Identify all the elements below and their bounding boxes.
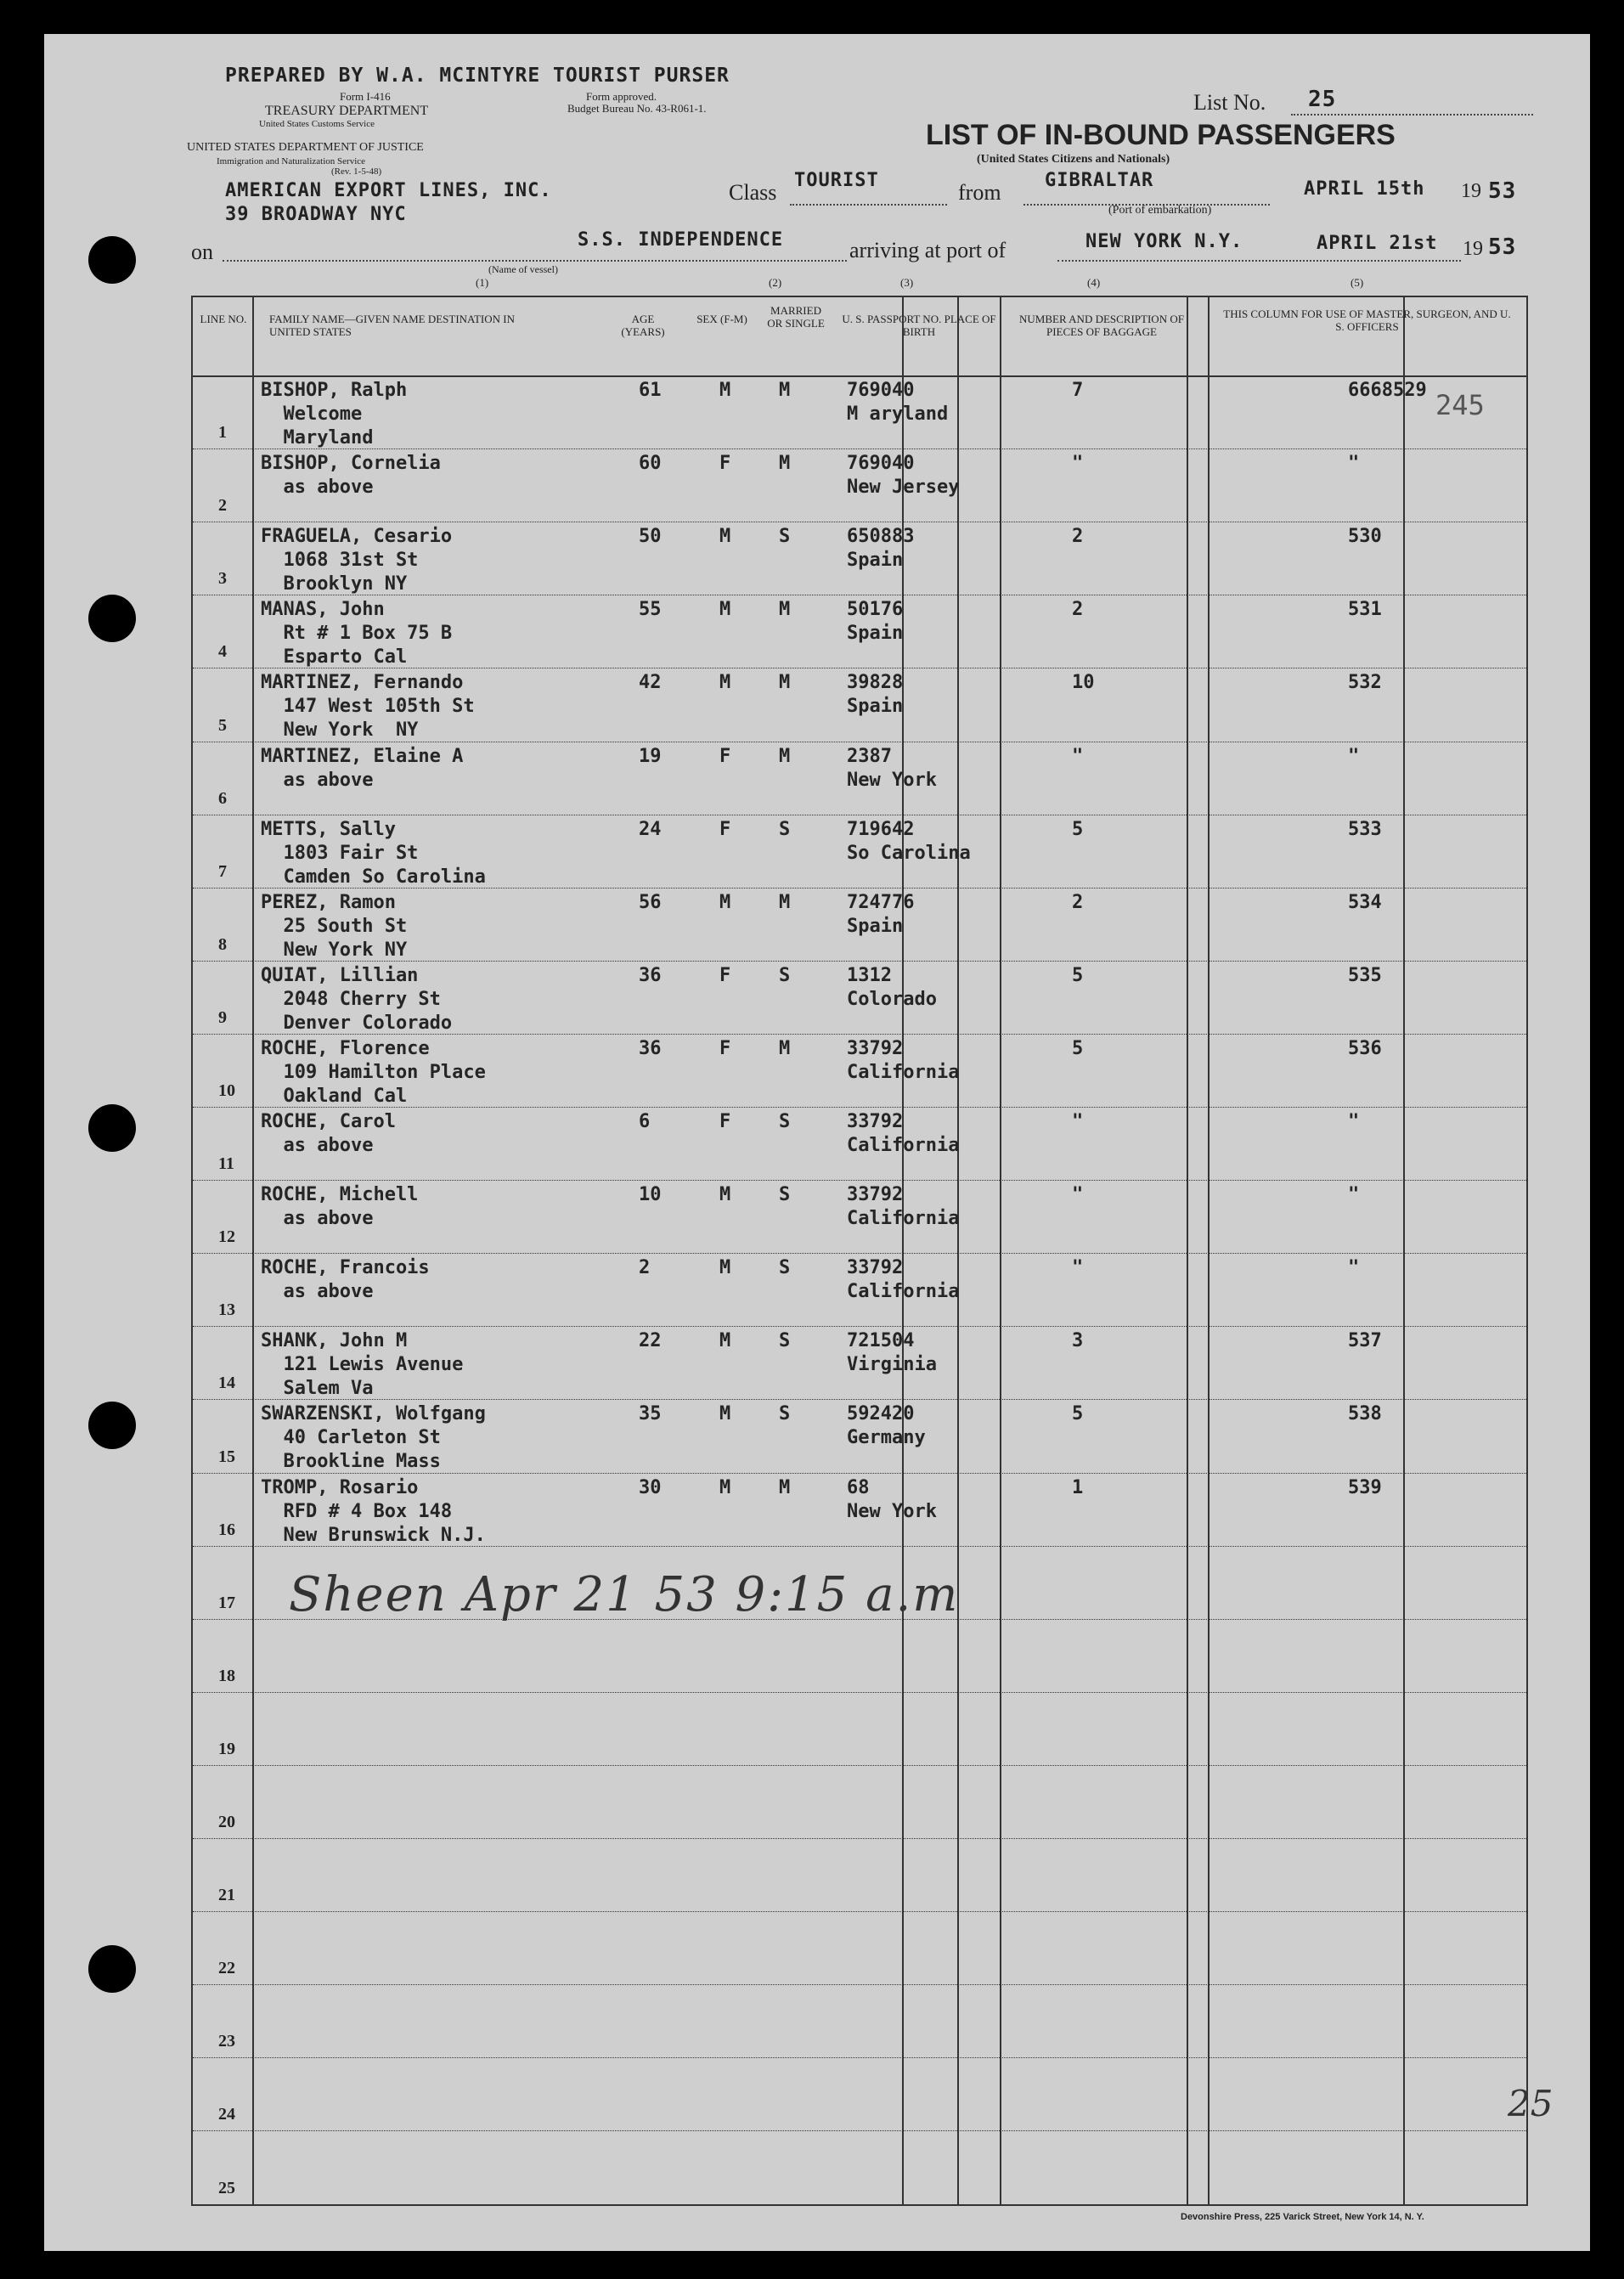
- cell-passport: 721504 Virginia: [847, 1330, 937, 1376]
- punch-hole: [88, 236, 136, 284]
- cell-passport: 33792 California: [847, 1184, 960, 1230]
- cell-passport: 33792 California: [847, 1257, 960, 1303]
- cell-name: BISHOP, Ralph Welcome Maryland: [261, 380, 408, 448]
- cell-ms: M: [779, 891, 791, 913]
- line-number: 13: [218, 1300, 235, 1320]
- cell-officers: 533: [1348, 818, 1382, 840]
- cell-baggage: 3: [1072, 1330, 1084, 1352]
- cell-name: ROCHE, Carol as above: [261, 1111, 396, 1156]
- cell-passport: 769040 M aryland: [847, 380, 949, 425]
- cell-officers: 532: [1348, 672, 1382, 694]
- cell-name: MARTINEZ, Fernando 147 West 105th St New York NY: [261, 672, 475, 742]
- cell-name: ROCHE, Francois as above: [261, 1257, 430, 1303]
- line-number: 12: [218, 1227, 235, 1247]
- arrival-port-line: [1057, 260, 1461, 262]
- punch-hole: [88, 595, 136, 642]
- cell-age: 30: [639, 1476, 662, 1498]
- treasury-department: TREASURY DEPARTMENT: [265, 104, 429, 118]
- cell-name: SHANK, John M 121 Lewis Avenue Salem Va: [261, 1330, 464, 1400]
- cell-officers: ": [1348, 453, 1360, 475]
- cell-ms: M: [779, 380, 791, 401]
- cell-baggage: 2: [1072, 891, 1084, 913]
- cell-age: 60: [639, 453, 662, 475]
- col-header-married: MARRIED OR SINGLE: [767, 304, 825, 330]
- class-value: TOURIST: [794, 170, 879, 191]
- cell-officers: ": [1348, 1111, 1360, 1132]
- col-number-5: (5): [1351, 276, 1364, 289]
- cell-sex: F: [719, 1037, 731, 1059]
- shipping-company: AMERICAN EXPORT LINES, INC.: [225, 180, 552, 201]
- cell-officers: 536: [1348, 1037, 1382, 1059]
- col-number-1: (1): [476, 276, 489, 289]
- cell-age: 2: [639, 1257, 651, 1279]
- handwritten-page-number: 25: [1508, 2083, 1554, 2124]
- vessel-name: S.S. INDEPENDENCE: [578, 229, 784, 251]
- line-number: 21: [218, 1886, 235, 1905]
- line-number: 3: [218, 569, 227, 589]
- cell-ms: M: [779, 1037, 791, 1059]
- cell-ms: S: [779, 818, 791, 840]
- line-number: 2: [218, 496, 227, 516]
- arrival-year: 53: [1488, 234, 1517, 260]
- line-number: 6: [218, 788, 227, 808]
- port-of-embarkation: GIBRALTAR: [1045, 170, 1154, 191]
- cell-passport: 1312 Colorado: [847, 964, 937, 1010]
- line-number: 15: [218, 1447, 235, 1466]
- official-annotation: 245: [1435, 389, 1485, 421]
- cell-sex: M: [719, 526, 731, 548]
- cell-ms: M: [779, 453, 791, 475]
- cell-baggage: 5: [1072, 964, 1084, 986]
- cell-name: BISHOP, Cornelia as above: [261, 453, 441, 499]
- row-divider: [193, 1253, 1526, 1254]
- immigration-service: Immigration and Naturalization Service: [217, 156, 366, 166]
- cell-ms: S: [779, 1184, 791, 1206]
- cell-ms: M: [779, 672, 791, 694]
- cell-passport: 2387 New York: [847, 745, 937, 791]
- cell-officers: 539: [1348, 1476, 1382, 1498]
- cell-sex: M: [719, 599, 731, 621]
- cell-ms: S: [779, 1111, 791, 1132]
- row-divider: [193, 2057, 1526, 2058]
- line-number: 25: [218, 2178, 235, 2197]
- cell-age: 36: [639, 964, 662, 986]
- form-number: Form I-416: [340, 90, 391, 103]
- cell-passport: 719642 So Carolina: [847, 818, 971, 864]
- cell-ms: S: [779, 964, 791, 986]
- cell-officers: ": [1348, 1257, 1360, 1279]
- cell-officers: 530: [1348, 526, 1382, 548]
- col-number-2: (2): [769, 276, 782, 289]
- cell-name: TROMP, Rosario RFD # 4 Box 148 New Brunswick N.J.: [261, 1476, 486, 1546]
- cell-sex: F: [719, 453, 731, 475]
- row-divider: [193, 1473, 1526, 1474]
- line-number: 8: [218, 934, 227, 954]
- cell-age: 19: [639, 745, 662, 767]
- cell-age: 6: [639, 1111, 651, 1132]
- col-header-age: AGE (YEARS): [621, 313, 665, 338]
- cell-sex: M: [719, 891, 731, 913]
- row-divider: [193, 1765, 1526, 1766]
- cell-ms: M: [779, 1476, 791, 1498]
- cell-sex: M: [719, 1330, 731, 1352]
- punch-hole: [88, 1104, 136, 1152]
- line-number: 23: [218, 2032, 235, 2051]
- col-number-4: (4): [1087, 276, 1101, 289]
- cell-officers: 537: [1348, 1330, 1382, 1352]
- cell-name: FRAGUELA, Cesario 1068 31st St Brooklyn NY: [261, 526, 453, 595]
- class-label: Class: [729, 180, 777, 205]
- cell-name: ROCHE, Florence 109 Hamilton Place Oakland Cal: [261, 1037, 486, 1107]
- cell-passport: 769040 New Jersey: [847, 453, 960, 499]
- col-header-passport: U. S. PASSPORT NO. PLACE OF BIRTH: [842, 313, 996, 338]
- row-divider: [193, 2130, 1526, 2131]
- cell-age: 50: [639, 526, 662, 548]
- cell-baggage: 1: [1072, 1476, 1084, 1498]
- cell-ms: S: [779, 526, 791, 548]
- cell-baggage: ": [1072, 1184, 1084, 1206]
- cell-age: 56: [639, 891, 662, 913]
- cell-officers: ": [1348, 1184, 1360, 1206]
- cell-baggage: 5: [1072, 1037, 1084, 1059]
- cell-age: 10: [639, 1184, 662, 1206]
- col-header-officers: THIS COLUMN FOR USE OF MASTER, SURGEON, AND U. S. OFFICERS: [1223, 307, 1511, 333]
- cell-sex: M: [719, 1257, 731, 1279]
- line-number: 9: [218, 1007, 227, 1027]
- cell-name: MANAS, John Rt # 1 Box 75 B Esparto Cal: [261, 599, 453, 668]
- cell-officers: 535: [1348, 964, 1382, 986]
- cell-passport: 592420 Germany: [847, 1403, 926, 1449]
- from-label: from: [958, 180, 1001, 205]
- line-number: 5: [218, 715, 227, 735]
- inspector-handwritten-note: Sheen Apr 21 53 9:15 a.m: [289, 1567, 960, 1622]
- line-number: 18: [218, 1666, 235, 1685]
- form-subtitle: (United States Citizens and Nationals): [977, 153, 1170, 166]
- cell-passport: 68 New York: [847, 1476, 937, 1522]
- cell-age: 36: [639, 1037, 662, 1059]
- cell-baggage: 5: [1072, 818, 1084, 840]
- col-header-sex: SEX (F-M): [696, 313, 747, 325]
- form-title: LIST OF IN-BOUND PASSENGERS: [926, 119, 1396, 151]
- cell-passport: 33792 California: [847, 1111, 960, 1156]
- line-number: 20: [218, 1813, 235, 1831]
- form-revision: (Rev. 1-5-48): [331, 166, 382, 177]
- cell-sex: M: [719, 1476, 731, 1498]
- row-divider: [193, 961, 1526, 962]
- row-divider: [193, 1692, 1526, 1693]
- punch-hole: [88, 1402, 136, 1449]
- prepared-by: PREPARED BY W.A. MCINTYRE TOURIST PURSER: [225, 65, 730, 87]
- line-number: 19: [218, 1739, 235, 1758]
- embarkation-date: APRIL 15th: [1304, 178, 1425, 200]
- line-number: 1: [218, 423, 227, 443]
- row-divider: [193, 1546, 1526, 1547]
- cell-passport: 650883 Spain: [847, 526, 915, 572]
- cell-ms: S: [779, 1403, 791, 1425]
- line-number: 16: [218, 1520, 235, 1539]
- cell-sex: F: [719, 964, 731, 986]
- embark-year-prefix: 19: [1461, 180, 1481, 202]
- budget-bureau: Budget Bureau No. 43-R061-1.: [567, 102, 707, 115]
- col-number-3: (3): [900, 276, 914, 289]
- vessel-line: [223, 260, 847, 262]
- customs-service: United States Customs Service: [259, 119, 375, 129]
- col-header-name: FAMILY NAME—GIVEN NAME DESTINATION IN UNITED STATES: [269, 313, 516, 338]
- row-divider: [193, 1399, 1526, 1400]
- form-approved: Form approved.: [586, 90, 657, 103]
- row-divider: [193, 1326, 1526, 1327]
- cell-ms: M: [779, 599, 791, 621]
- cell-baggage: 7: [1072, 380, 1084, 401]
- cell-passport: 39828 Spain: [847, 672, 904, 718]
- row-divider: [193, 1107, 1526, 1108]
- line-number: 10: [218, 1081, 235, 1100]
- line-number: 14: [218, 1374, 235, 1393]
- class-line: [790, 204, 947, 206]
- cell-officers: 531: [1348, 599, 1382, 621]
- cell-name: QUIAT, Lillian 2048 Cherry St Denver Colorado: [261, 964, 453, 1034]
- cell-passport: 50176 Spain: [847, 599, 904, 645]
- vessel-label: (Name of vessel): [488, 263, 558, 275]
- cell-name: PEREZ, Ramon 25 South St New York NY: [261, 891, 408, 961]
- cell-sex: M: [719, 672, 731, 694]
- line-number: 7: [218, 861, 227, 881]
- port-embarkation-label: (Port of embarkation): [1108, 204, 1212, 217]
- printer-imprint: Devonshire Press, 225 Varick Street, New York 14, N. Y.: [1181, 2212, 1424, 2222]
- row-divider: [193, 1180, 1526, 1181]
- cell-baggage: ": [1072, 453, 1084, 475]
- cell-officers: 538: [1348, 1403, 1382, 1425]
- embarkation-year: 53: [1488, 178, 1517, 204]
- col-header-line: LINE NO.: [200, 313, 247, 325]
- cell-baggage: ": [1072, 745, 1084, 767]
- cell-age: 55: [639, 599, 662, 621]
- row-divider: [193, 1034, 1526, 1035]
- cell-age: 22: [639, 1330, 662, 1352]
- line-number: 11: [218, 1154, 234, 1174]
- line-number: 22: [218, 1959, 235, 1978]
- cell-baggage: ": [1072, 1111, 1084, 1132]
- arrival-port: NEW YORK N.Y.: [1085, 231, 1243, 252]
- cell-age: 35: [639, 1403, 662, 1425]
- cell-ms: S: [779, 1330, 791, 1352]
- cell-name: METTS, Sally 1803 Fair St Camden So Carolina: [261, 818, 486, 888]
- cell-officers: ": [1348, 745, 1360, 767]
- cell-age: 24: [639, 818, 662, 840]
- row-divider: [193, 1838, 1526, 1839]
- passenger-table: [191, 296, 1528, 2206]
- cell-baggage: 10: [1072, 672, 1095, 694]
- col-header-baggage: NUMBER AND DESCRIPTION OF PIECES OF BAGGAGE: [1019, 313, 1184, 338]
- arrival-date: APRIL 21st: [1317, 233, 1438, 254]
- cell-name: MARTINEZ, Elaine A as above: [261, 745, 464, 791]
- cell-sex: M: [719, 1184, 731, 1206]
- cell-age: 61: [639, 380, 662, 401]
- row-divider: [193, 448, 1526, 449]
- cell-baggage: 5: [1072, 1403, 1084, 1425]
- cell-baggage: 2: [1072, 599, 1084, 621]
- cell-passport: 724776 Spain: [847, 891, 915, 937]
- cell-baggage: ": [1072, 1257, 1084, 1279]
- cell-ms: M: [779, 745, 791, 767]
- cell-officers: 6668529: [1348, 380, 1427, 401]
- list-no: 25: [1308, 87, 1337, 112]
- cell-passport: 33792 California: [847, 1037, 960, 1083]
- arriving-label: arriving at port of: [849, 238, 1007, 262]
- on-label: on: [191, 240, 213, 264]
- cell-ms: S: [779, 1257, 791, 1279]
- cell-sex: F: [719, 1111, 731, 1132]
- row-divider: [193, 1984, 1526, 1985]
- punch-hole: [88, 1945, 136, 1993]
- list-no-label: List No.: [1193, 90, 1266, 115]
- list-no-line: [1291, 114, 1533, 116]
- line-number: 4: [218, 642, 227, 662]
- cell-sex: F: [719, 818, 731, 840]
- arrival-year-prefix: 19: [1463, 238, 1483, 260]
- cell-sex: M: [719, 380, 731, 401]
- cell-sex: M: [719, 1403, 731, 1425]
- line-number: 24: [218, 2105, 235, 2124]
- department-of-justice: UNITED STATES DEPARTMENT OF JUSTICE: [187, 141, 424, 154]
- cell-baggage: 2: [1072, 526, 1084, 548]
- row-divider: [193, 1911, 1526, 1912]
- company-address: 39 BROADWAY NYC: [225, 204, 407, 225]
- cell-sex: F: [719, 745, 731, 767]
- cell-name: ROCHE, Michell as above: [261, 1184, 419, 1230]
- line-number: 17: [218, 1593, 235, 1612]
- cell-age: 42: [639, 672, 662, 694]
- cell-officers: 534: [1348, 891, 1382, 913]
- cell-name: SWARZENSKI, Wolfgang 40 Carleton St Brookline Mass: [261, 1403, 486, 1473]
